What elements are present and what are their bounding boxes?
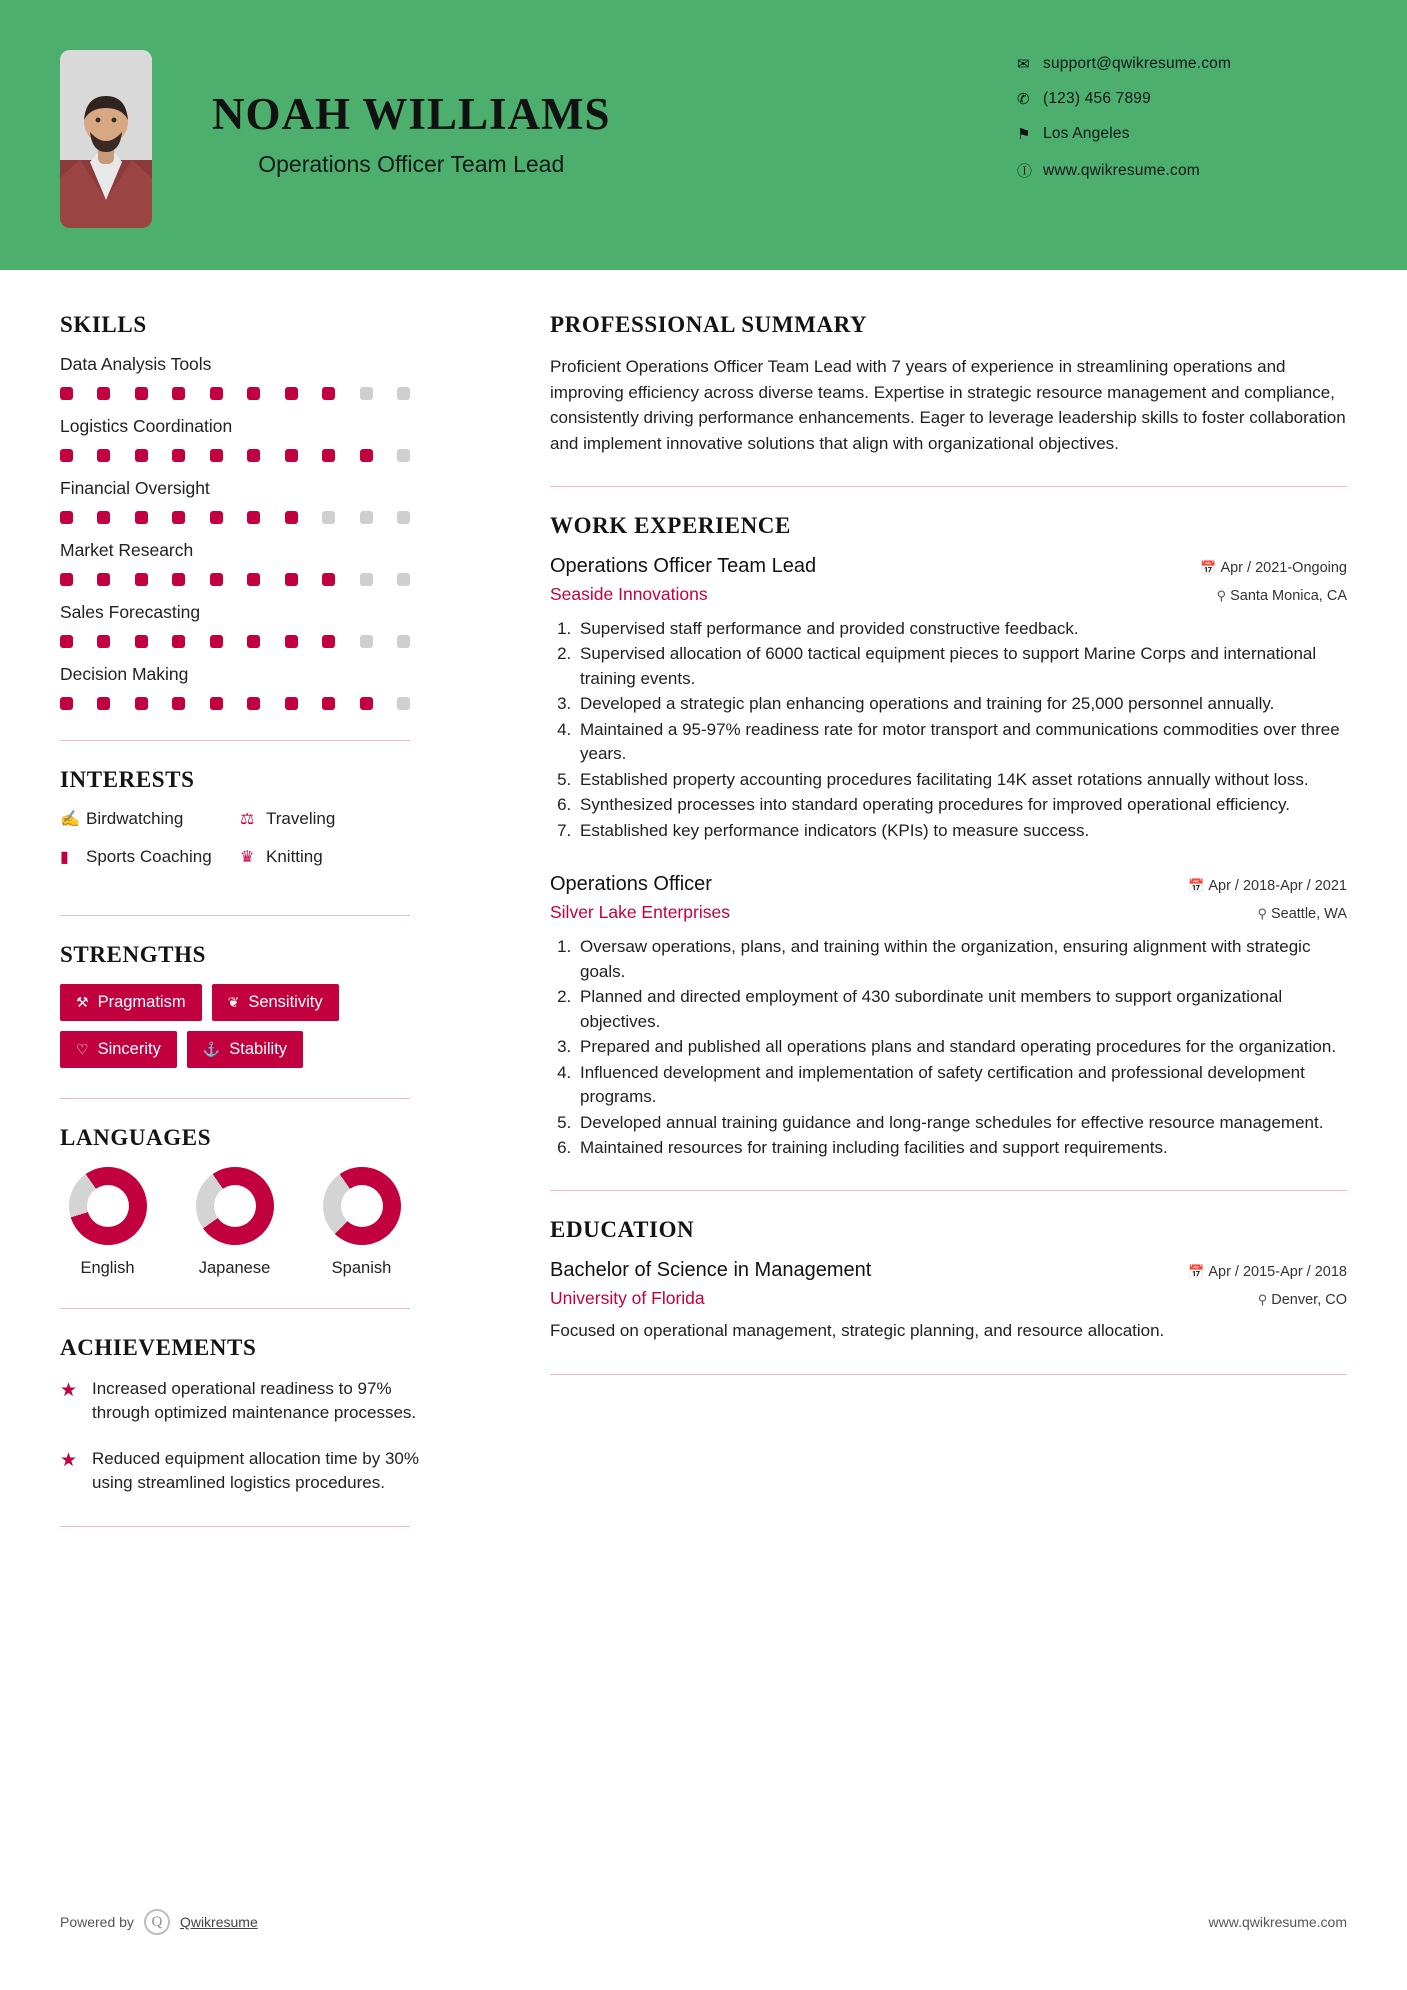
skill-rating (60, 511, 410, 524)
skill-label: Logistics Coordination (60, 416, 233, 436)
star-badge-icon: ★ (60, 1450, 78, 1472)
languages-list (60, 1167, 450, 1278)
skill-dot (97, 387, 110, 400)
strength-label: Sincerity (97, 1040, 161, 1058)
skill-label: Data Analysis Tools (60, 354, 212, 374)
achievements-list (60, 1377, 450, 1496)
contact-phone-text: (123) 456 7899 (1043, 90, 1151, 107)
calendar-icon: 📅 (1200, 560, 1217, 575)
skill-dot (285, 387, 298, 400)
job-bullet: 4. Influenced development and implementation of safety certification and professional development programs. (576, 1061, 1347, 1110)
interest-item (240, 809, 420, 829)
strengths-list (60, 984, 420, 1068)
job-location (1217, 588, 1347, 604)
achievement-item (60, 1377, 420, 1425)
leaf-icon: ❦ (227, 994, 240, 1010)
strength-chip (60, 1031, 177, 1068)
skill-label: Decision Making (60, 664, 189, 684)
calendar-icon: 📅 (1188, 878, 1205, 894)
contact-email-text: support@qwikresume.com (1043, 55, 1232, 72)
interest-item (60, 847, 240, 867)
skill-dot (285, 697, 298, 710)
skill-dot (322, 635, 335, 648)
education-school: University of Florida (550, 1288, 705, 1309)
job-bullet: 5. Developed annual training guidance and long-range schedules for effective resource management. (576, 1111, 1347, 1135)
skill-rating (60, 635, 410, 648)
avatar (60, 50, 152, 228)
job-bullet: 6. Maintained resources for training including facilities and support requirements. (576, 1136, 1347, 1160)
resume-header (0, 0, 1407, 270)
skill-dot (247, 573, 260, 586)
education-degree: Bachelor of Science in Management (550, 1259, 872, 1282)
job-bullet: 2. Planned and directed employment of 430 subordinate unit members to support organizational objectives. (576, 985, 1347, 1034)
skill-dot (285, 511, 298, 524)
skill-dot (97, 449, 110, 462)
interest-label: Traveling (266, 809, 336, 828)
divider (60, 1308, 410, 1309)
contact-website-text: www.qwikresume.com (1043, 161, 1200, 179)
contact-location-text: Los Angeles (1043, 125, 1130, 142)
star-badge-icon: ★ (60, 1380, 78, 1401)
contact-phone[interactable] (1017, 90, 1347, 108)
job-bullet: 4. Maintained a 95-97% readiness rate for motor transport and communications commodities over three years. (576, 718, 1347, 767)
job-role: Operations Officer Team Lead (550, 555, 817, 577)
job-bullet: 3. Developed a strategic plan enhancing operations and training for 25,000 personnel annually. (576, 692, 1347, 716)
skill-dot (60, 635, 73, 648)
skill-dot (135, 449, 148, 462)
skill-dot (322, 387, 335, 400)
skill-rating (60, 573, 410, 586)
skill-dot (360, 697, 373, 710)
skill-dot (60, 449, 73, 462)
skill-dot (397, 635, 410, 648)
skill-dot (285, 573, 298, 586)
education-description: Focused on operational management, strategic planning, and resource allocation. (550, 1321, 1165, 1341)
skill-dot (360, 511, 373, 524)
skill-dot (210, 697, 223, 710)
skill-dot (97, 573, 110, 586)
job-bullet: 1. Supervised staff performance and provided constructive feedback. (576, 617, 1347, 641)
interests-section-title: INTERESTS (60, 767, 195, 792)
skill-dot (172, 387, 185, 400)
skill-dot (247, 387, 260, 400)
powered-by (60, 1909, 258, 1935)
interest-label: Birdwatching (86, 809, 184, 828)
interest-label: Sports Coaching (86, 847, 212, 866)
language-item (314, 1167, 409, 1278)
skill-dot (247, 449, 260, 462)
strength-chip (187, 1031, 303, 1068)
contact-location (1017, 125, 1347, 143)
job-bullet: 2. Supervised allocation of 6000 tactical equipment pieces to support Marine Corps and international training events. (576, 642, 1347, 691)
skill-dot (210, 511, 223, 524)
job-dates (1188, 878, 1347, 894)
right-column (500, 270, 1347, 1553)
languages-section-title: LANGUAGES (60, 1125, 212, 1150)
skill-dot (60, 697, 73, 710)
strength-label: Pragmatism (97, 993, 186, 1011)
education-location-text: Denver, CO (1271, 1292, 1347, 1309)
education-dates (1188, 1264, 1347, 1280)
location-pin-icon: ⚲ (1216, 588, 1227, 603)
skill-rating (60, 697, 410, 710)
calendar-icon: 📅 (1188, 1264, 1205, 1280)
skill-dot (97, 697, 110, 710)
powered-by-label: Powered by (60, 1914, 134, 1930)
summary-text: Proficient Operations Officer Team Lead with 7 years of experience in streamlining operations and improving efficiency across diverse teams. Expertise in strategic resource management and compliance, consistently driving performance enhancements. Eager to leverage leadership skills to foster collaboration and implement innovative solutions that align with organizational objectives. (550, 357, 1346, 453)
job-location (1257, 906, 1347, 922)
job-role: Operations Officer (550, 873, 712, 896)
job-bullet: 5. Established property accounting procedures facilitating 14K asset rotations annually without loss. (576, 768, 1347, 792)
job-location-text: Santa Monica, CA (1230, 588, 1347, 604)
globe-icon: Ⓘ (1017, 163, 1033, 180)
skill-dot (135, 573, 148, 586)
anchor-icon: ⚓ (202, 1041, 221, 1057)
job-dates-text: Apr / 2018-Apr / 2021 (1208, 878, 1347, 895)
divider (550, 486, 1347, 487)
job-bullets (550, 617, 1347, 843)
location-pin-icon: ⚲ (1257, 906, 1267, 922)
strength-label: Sensitivity (248, 993, 323, 1011)
language-donut-chart (196, 1167, 274, 1245)
interest-label: Knitting (266, 847, 323, 866)
location-icon: ⚑ (1017, 126, 1031, 143)
skill-dot (247, 635, 260, 648)
skill-dot (360, 573, 373, 586)
footer-url[interactable]: www.qwikresume.com (1208, 1914, 1347, 1930)
contact-list (1017, 55, 1347, 198)
skill-dot (135, 511, 148, 524)
skill-dot (285, 449, 298, 462)
skill-dot (397, 511, 410, 524)
language-donut-chart (69, 1167, 147, 1245)
candidate-name: NOAH WILLIAMS (212, 89, 611, 139)
strength-label: Stability (229, 1040, 288, 1058)
interest-item (240, 847, 420, 867)
skill-dot (172, 573, 185, 586)
job-dates-text: Apr / 2021-Ongoing (1220, 560, 1347, 576)
education-dates-text: Apr / 2015-Apr / 2018 (1208, 1264, 1347, 1281)
achievement-item (60, 1447, 420, 1495)
skill-dot (247, 511, 260, 524)
language-item (60, 1167, 155, 1278)
interests-list (60, 809, 420, 885)
skill-label: Financial Oversight (60, 478, 210, 498)
job-company: Seaside Innovations (550, 584, 708, 604)
job-company: Silver Lake Enterprises (550, 902, 730, 923)
skill-dot (397, 449, 410, 462)
skill-dot (322, 573, 335, 586)
language-item (187, 1167, 282, 1278)
skill-dot (135, 697, 148, 710)
skill-dot (97, 635, 110, 648)
skill-dot (60, 511, 73, 524)
job-dates (1200, 560, 1347, 576)
skill-dot (360, 449, 373, 462)
skill-dot (397, 697, 410, 710)
experience-entry (550, 555, 1347, 843)
summary-section-title: PROFESSIONAL SUMMARY (550, 312, 868, 337)
trophy-icon: ♛ (240, 849, 255, 866)
job-bullet: 1. Oversaw operations, plans, and training within the organization, ensuring alignment with strategic goals. (576, 935, 1347, 984)
skills-section-title: SKILLS (60, 312, 147, 337)
education-location (1258, 1292, 1347, 1308)
skill-dot (172, 511, 185, 524)
experience-entry (550, 873, 1347, 1160)
job-bullet: 3. Prepared and published all operations plans and standard operating procedures for the organization. (576, 1035, 1347, 1059)
phone-icon: ✆ (1017, 91, 1030, 108)
footer (60, 1909, 1347, 1935)
language-label: English (80, 1259, 135, 1277)
skill-dot (135, 387, 148, 400)
skill-dot (322, 449, 335, 462)
skills-list (60, 354, 450, 710)
education-section-title: EDUCATION (550, 1217, 695, 1243)
strengths-section-title: STRENGTHS (60, 942, 207, 967)
strength-chip (212, 984, 339, 1021)
skill-dot (210, 387, 223, 400)
skill-dot (172, 635, 185, 648)
job-bullets (550, 935, 1347, 1160)
job-bullet: 7. Established key performance indicators (KPIs) to measure success. (576, 819, 1347, 843)
qwikresume-logo-icon: Q (144, 1909, 170, 1935)
skill-dot (322, 697, 335, 710)
skill-dot (322, 511, 335, 524)
bird-icon: ✍ (60, 811, 80, 828)
job-bullet: 6. Synthesized processes into standard operating procedures for improved operational efficiency. (576, 793, 1347, 817)
skill-dot (97, 511, 110, 524)
skill-dot (135, 635, 148, 648)
qwikresume-brand-link[interactable]: Qwikresume (179, 1914, 258, 1930)
experience-list (550, 555, 1347, 1160)
language-donut-chart (323, 1167, 401, 1245)
skill-dot (60, 387, 73, 400)
divider (60, 915, 410, 916)
divider (550, 1374, 1347, 1375)
skill-dot (285, 635, 298, 648)
skill-dot (210, 573, 223, 586)
education-entry (550, 1259, 1347, 1344)
binoculars-icon: ⚖ (240, 811, 255, 828)
skill-rating (60, 449, 410, 462)
divider (60, 740, 410, 741)
contact-website[interactable] (1017, 160, 1347, 181)
name-block (212, 50, 611, 178)
skill-dot (172, 697, 185, 710)
skill-dot (247, 697, 260, 710)
skill-dot (397, 573, 410, 586)
achievement-text: Reduced equipment allocation time by 30% using streamlined logistics procedures. (92, 1449, 419, 1493)
skill-label: Market Research (60, 540, 194, 560)
skill-dot (360, 387, 373, 400)
strength-chip (60, 984, 202, 1021)
job-location-text: Seattle, WA (1270, 906, 1347, 923)
divider (60, 1526, 410, 1527)
achievements-section-title: ACHIEVEMENTS (60, 1335, 257, 1360)
skill-dot (360, 635, 373, 648)
candidate-job-title: Operations Officer Team Lead (258, 151, 565, 177)
language-label: Japanese (198, 1259, 271, 1277)
interest-item (60, 809, 240, 829)
skill-dot (172, 449, 185, 462)
skill-dot (210, 635, 223, 648)
contact-email[interactable] (1017, 55, 1347, 73)
sports-icon: ▮ (60, 849, 69, 866)
skill-dot (210, 449, 223, 462)
left-column (60, 270, 500, 1553)
divider (60, 1098, 410, 1099)
heart-icon: ♡ (76, 1041, 89, 1057)
location-pin-icon: ⚲ (1257, 1292, 1268, 1308)
skill-label: Sales Forecasting (60, 602, 201, 622)
mail-icon: ✉ (1017, 56, 1030, 73)
language-label: Spanish (331, 1259, 392, 1277)
skill-dot (60, 573, 73, 586)
skill-rating (60, 387, 410, 400)
hammer-icon: ⚒ (76, 994, 89, 1010)
achievement-text: Increased operational readiness to 97% through optimized maintenance processes. (92, 1379, 417, 1423)
experience-section-title: WORK EXPERIENCE (550, 513, 791, 538)
divider (550, 1190, 1347, 1191)
resume-body (0, 270, 1407, 1553)
skill-dot (397, 387, 410, 400)
